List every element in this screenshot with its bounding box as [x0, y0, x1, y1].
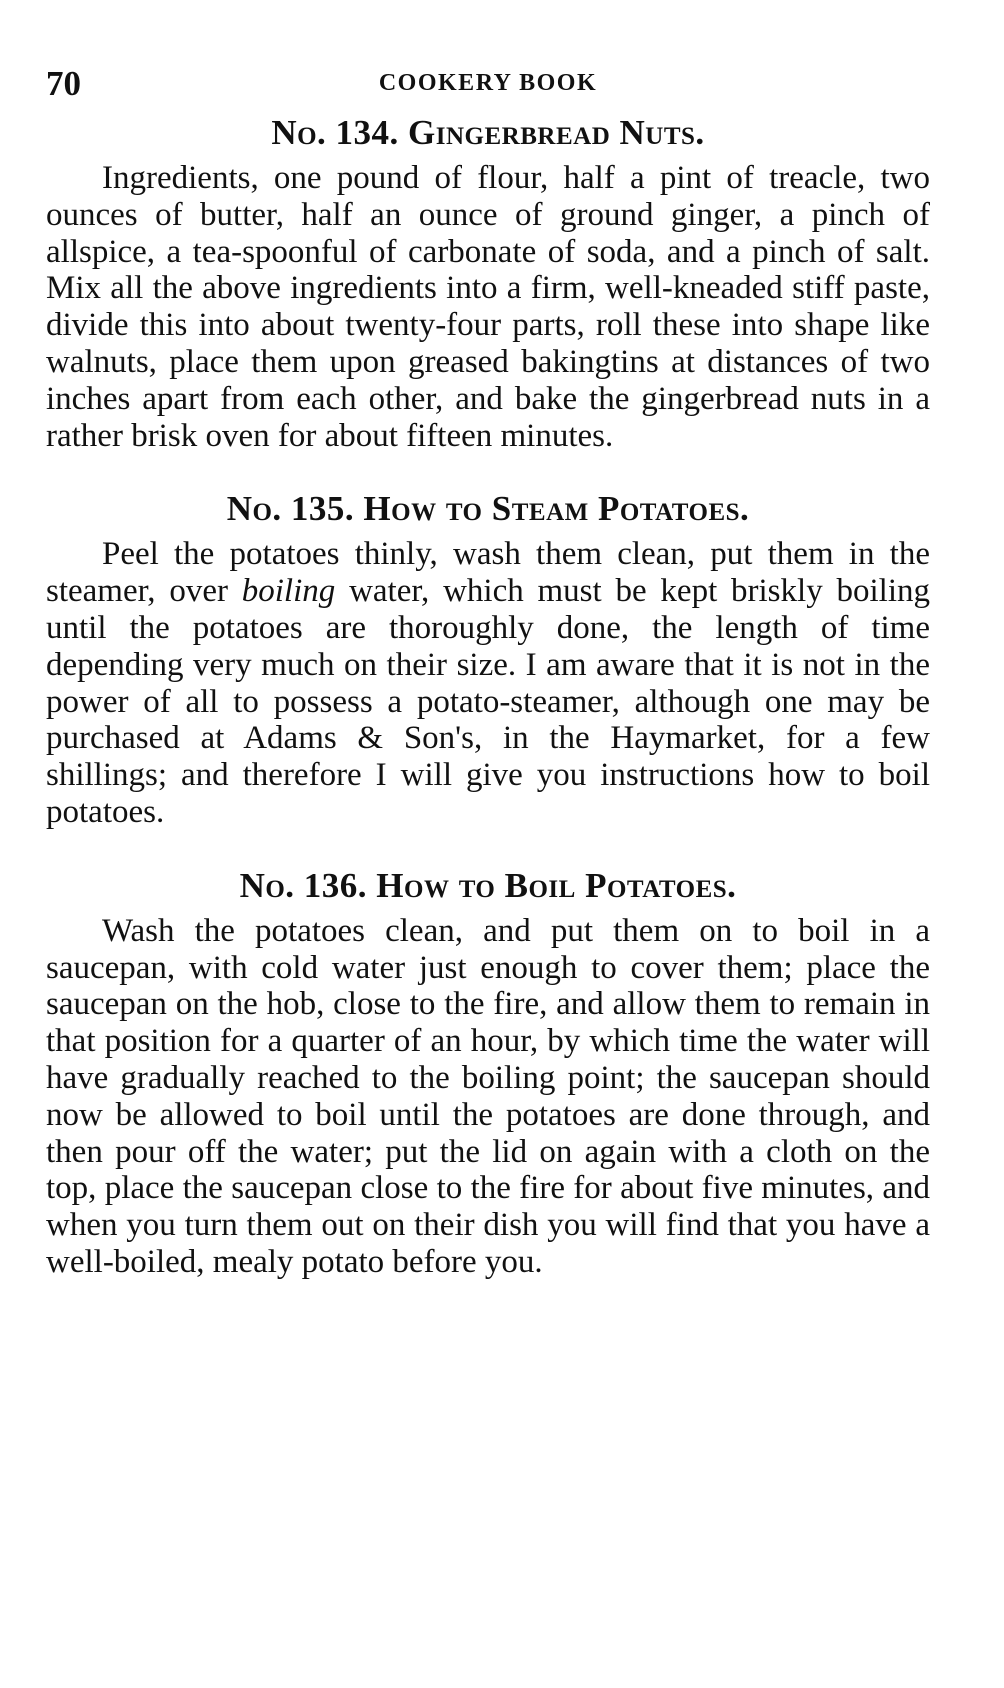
recipe-body: Wash the potatoes clean, and put them on to boil in a saucepan, with cold water just enough to cover them; place the saucepan on the hob, close to the fire, and allow them to remain in that position for a quarter of an hour, by which time the water will have gradually reached to the boiling point; the saucepan should now be allowed to boil until the potatoes are done through, and then pour off the water; put the lid on again with a cloth on the top, place the saucepan close to the fire for about five minutes, and when you turn them out on their dish you will find that you have a well-boiled, mealy potato before you. [46, 912, 930, 1280]
running-head [46, 52, 930, 102]
running-title: COOKERY BOOK [378, 70, 598, 96]
book-page [46, 52, 930, 1281]
recipe-heading: No. 136. How to Boil Potatoes. [239, 865, 737, 905]
italic-emphasis: boiling [241, 573, 336, 610]
recipe-body: Ingredients, one pound of flour, half a pint of treacle, two ounces of butter, half an ounce of ground ginger, a pinch of allspice, a tea-spoonful of carbonate of soda, and a pinch of salt. Mix all the above ingredients into a firm, well-kneaded stiff paste, divide this into about twenty-four parts, roll these into shape like walnuts, place them upon greased bakingtins at distances of two inches apart from each other, and bake the gingerbread nuts in a rather brisk oven for about fifteen minutes. [46, 160, 930, 454]
recipe-heading: No. 134. Gingerbread Nuts. [271, 113, 705, 152]
recipe-heading: No. 135. How to Steam Potatoes. [226, 489, 750, 529]
recipe-135 [46, 488, 930, 830]
recipe-body-start: Peel the potatoes thinly, wash them clean, put them in the steamer, over [46, 536, 930, 610]
recipe-136 [46, 865, 930, 1281]
recipe-134 [46, 112, 930, 454]
recipe-body [46, 536, 930, 830]
page-number: 70 [46, 64, 81, 103]
recipe-body-end: water, which must be kept briskly boiling until the potatoes are thoroughly done, the length of time depending very much on their size. I am aware that it is not in the power of all to possess a potato-steamer, although one may be purchased at Adams & Son's, in the Haymarket, for a few shillings; and therefore I will give you instructions how to boil potatoes. [46, 573, 930, 830]
